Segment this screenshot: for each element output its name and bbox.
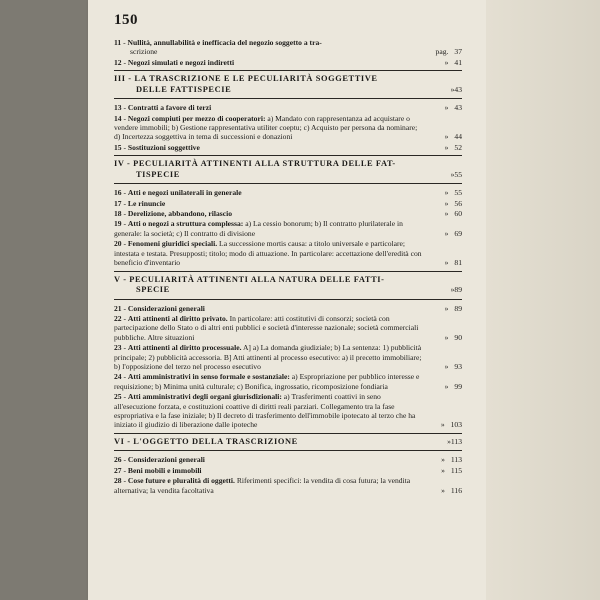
entry-number: 28	[114, 476, 122, 486]
entry-separator: -	[121, 188, 128, 198]
page-value: 56	[454, 198, 462, 208]
entry-number: 15	[114, 142, 122, 152]
toc-entry	[114, 466, 462, 475]
page-prefix: »	[444, 303, 449, 313]
page-prefix: »	[440, 420, 445, 430]
page-reference	[441, 486, 462, 495]
entry-number: 20	[114, 239, 122, 249]
page-prefix: »	[444, 228, 449, 238]
page-reference	[445, 132, 462, 141]
page-prefix: »	[444, 142, 449, 152]
page-prefix: »	[444, 198, 449, 208]
page-prefix: »	[450, 169, 455, 179]
page-value: 52	[454, 142, 462, 152]
page-reference	[445, 188, 462, 197]
toc-entry	[114, 188, 462, 197]
page-prefix: »	[444, 209, 449, 219]
page-value: 113	[450, 455, 462, 465]
toc-entry	[114, 304, 462, 313]
entry-title: PECULIARITÀ ATTINENTI ALLA NATURA DELLE FATTI-	[129, 274, 385, 284]
page-prefix: pag.	[435, 47, 449, 57]
page-value: 55	[454, 188, 462, 198]
page-reference	[445, 362, 462, 371]
page-reference	[445, 304, 462, 313]
entry-number: 26	[114, 455, 122, 465]
page-prefix: »	[444, 132, 449, 142]
table-of-contents	[114, 38, 462, 496]
entry-separator: -	[121, 343, 128, 353]
entry-title: Derelizione, abbandono, rilascio	[127, 209, 232, 219]
toc-entry	[114, 103, 462, 112]
entry-number: 19	[114, 219, 122, 229]
entry-number: 16	[114, 188, 122, 198]
toc-entry	[114, 455, 462, 464]
entry-title: LA TRASCRIZIONE E LE PECULIARITÀ SOGGETTIVE	[134, 74, 378, 84]
page-reference	[445, 382, 462, 391]
entry-separator: -	[121, 392, 128, 402]
page-value: 103	[450, 420, 462, 430]
entry-separator: -	[121, 239, 128, 249]
entry-separator: -	[124, 436, 134, 446]
page-number: 150	[114, 12, 138, 28]
page-margin	[486, 0, 600, 600]
entry-title: Fenomeni giuridici speciali.	[127, 239, 218, 249]
page-reference	[441, 420, 462, 429]
page-prefix: »	[444, 258, 449, 268]
page-prefix: »	[444, 57, 449, 67]
entry-number: 14	[114, 113, 122, 123]
entry-description: a) Espropriazione per pubblico interesse e requisizione; b) Minima unità culturale; c) Bonifica, ingrossatio, ricomposizione fondiaria	[114, 372, 420, 391]
entry-separator: -	[121, 303, 128, 313]
page-prefix: »	[444, 332, 449, 342]
entry-separator: -	[121, 455, 128, 465]
toc-chapter	[114, 271, 462, 300]
page-prefix: »	[450, 84, 455, 94]
page-value: 37	[454, 47, 462, 57]
toc-entry	[114, 114, 462, 142]
entry-description: a) La cessio bonorum; b) Il contratto plurilaterale in generale: la società; c) Il contratto di divisione	[114, 219, 403, 238]
page-reference	[445, 229, 462, 238]
entry-title: Atti o negozi a struttura complessa:	[127, 219, 244, 229]
entry-title-continuation: SPECIE	[136, 285, 170, 294]
entry-title: Considerazioni generali	[127, 455, 205, 465]
entry-number: V	[114, 274, 121, 284]
entry-number: 12	[114, 57, 122, 67]
entry-title: Atti attinenti al diritto processuale.	[127, 343, 242, 353]
page-value: 115	[450, 465, 462, 475]
page-reference	[445, 258, 462, 267]
entry-title: Nullità, annullabilità e inefficacia del negozio soggetto a tra-	[127, 38, 322, 47]
entry-number: 25	[114, 392, 122, 402]
page-value: 60	[454, 209, 462, 219]
page-reference	[445, 58, 462, 67]
entry-number: 22	[114, 313, 122, 323]
page-reference	[445, 143, 462, 152]
entry-separator: -	[121, 219, 128, 229]
entry-title: Sostituzioni soggettive	[127, 142, 200, 152]
entry-description: A] a) La domanda giudiziale; b) La sentenza: 1) pubblicità principale; 2) pubblicità accessoria. B] Atti attinenti al processo esecutivo: a) il precetto immobiliare; b) l'opposizione del terzo nel processo esecutivo	[114, 343, 422, 371]
entry-title: Le rinuncie	[127, 198, 166, 208]
page-value: 69	[454, 228, 462, 238]
entry-separator: -	[121, 142, 128, 152]
entry-description: In particolare: atti costitutivi di consorzi; società con partecipazione dello Stato o di altri enti pubblici e società d'interesse nazionale; società commerciali pubbliche. Altre situazioni	[114, 313, 419, 342]
entry-description: Riferimenti specifici: la vendita di cosa futura; la vendita alternativa; la vendita facoltativa	[114, 476, 411, 495]
toc-entry	[114, 343, 462, 371]
entry-separator: -	[125, 74, 135, 84]
entry-number: 18	[114, 209, 122, 219]
page-value: 43	[454, 103, 462, 113]
entry-separator: -	[121, 372, 128, 382]
entry-separator: -	[121, 476, 128, 486]
toc-entry	[114, 58, 462, 67]
entry-title: Negozi simulati e negozi indiretti	[127, 57, 235, 67]
entry-separator: -	[121, 38, 128, 47]
page-value: 113	[450, 436, 462, 446]
entry-description: a) Trasferimenti coattivi in seno all'esecuzione forzata, e costituzioni coattive di diritti reali parziari. Collegamento tra la fase espropriativa e la fase iniziale; b) Il decreto di trasferimento dell'immobile ipotecato al terzo che ha iniziato il giudizio di liberazione dalle ipoteche	[114, 392, 416, 430]
entry-number: IV	[114, 159, 125, 169]
page-reference	[451, 170, 462, 181]
entry-number: 23	[114, 343, 122, 353]
page-value: 44	[454, 132, 462, 142]
toc-entry	[114, 476, 462, 495]
page-prefix: »	[447, 436, 451, 446]
page-reference	[445, 333, 462, 342]
entry-title: Negozi compiuti per mezzo di cooperatori:	[127, 113, 266, 123]
toc-entry	[114, 392, 462, 430]
page-value: 55	[454, 169, 462, 179]
entry-title-continuation: scrizione	[130, 47, 158, 57]
toc-entry	[114, 199, 462, 208]
entry-title: L'OGGETTO DELLA TRASCRIZIONE	[133, 436, 298, 446]
entry-title: Atti amministrativi in senso formale e sostanziale:	[127, 372, 290, 382]
entry-separator: -	[121, 313, 128, 323]
toc-entry	[114, 219, 462, 238]
page-value: 89	[454, 285, 462, 294]
toc-chapter	[114, 70, 462, 99]
entry-number: 17	[114, 198, 122, 208]
entry-title: Cose future e pluralità di oggetti.	[127, 476, 235, 486]
page-reference	[441, 466, 462, 475]
entry-separator: -	[121, 103, 128, 113]
page-value: 81	[454, 258, 462, 268]
page-prefix: »	[441, 485, 445, 495]
page-prefix: »	[444, 381, 449, 391]
page-value: 93	[454, 361, 462, 371]
entry-title: Beni mobili e immobili	[127, 465, 202, 475]
page-prefix: »	[444, 361, 449, 371]
entry-separator: -	[121, 57, 128, 67]
entry-title: PECULIARITÀ ATTINENTI ALLA STRUTTURA DELLE FAT-	[133, 159, 396, 169]
entry-title: Considerazioni generali	[127, 303, 205, 313]
entry-number: III	[114, 74, 126, 84]
entry-title-continuation: DELLE FATTISPECIE	[136, 84, 232, 94]
page-value: 99	[454, 381, 462, 391]
page-value: 89	[454, 303, 462, 313]
page-reference	[451, 285, 462, 296]
toc-entry	[114, 143, 462, 152]
page-reference	[447, 437, 462, 448]
page-reference	[445, 199, 462, 208]
toc-entry	[114, 209, 462, 218]
page-prefix: »	[441, 465, 445, 475]
entry-separator: -	[121, 465, 128, 475]
entry-title-continuation: TISPECIE	[136, 169, 180, 179]
entry-number: 24	[114, 372, 122, 382]
toc-chapter	[114, 433, 462, 452]
entry-number: VI	[114, 436, 125, 446]
toc-entry	[114, 38, 462, 57]
page-value: 43	[454, 84, 462, 94]
entry-number: 11	[114, 38, 122, 47]
entry-number: 27	[114, 465, 122, 475]
page-prefix: »	[441, 455, 445, 465]
page-prefix: »	[444, 103, 449, 113]
toc-entry	[114, 314, 462, 342]
page-value: 41	[454, 57, 462, 67]
page-value: 116	[450, 485, 462, 495]
entry-separator: -	[120, 274, 130, 284]
entry-title: Atti attinenti al diritto privato.	[127, 313, 228, 323]
page-prefix: »	[444, 188, 449, 198]
entry-separator: -	[121, 198, 128, 208]
page-prefix: »	[450, 285, 455, 294]
entry-title: Contratti a favore di terzi	[127, 103, 212, 113]
entry-description: a) Mandato con rappresentanza ad acquistare o vendere immobili; b) Gestione rappresentativa utiliter coeptu; c) Acquisto per persona da nominare; d) Incertezza soggettiva in tema di successioni e donazioni	[114, 113, 418, 142]
entry-description: La successione mortis causa: a titolo universale e particolare; intestata e testata. Presupposti; titolo; modo di attuazione. In particolare: accettazione dell'eredità con beneficio d'inventario	[114, 239, 422, 268]
entry-separator: -	[124, 159, 134, 169]
toc-entry	[114, 239, 462, 267]
entry-separator: -	[121, 113, 128, 123]
entry-number: 21	[114, 303, 122, 313]
toc-chapter	[114, 155, 462, 184]
page-reference	[451, 85, 462, 96]
page-reference	[441, 455, 462, 464]
entry-title: Atti e negozi unilaterali in generale	[127, 188, 242, 198]
entry-number: 13	[114, 103, 122, 113]
toc-entry	[114, 372, 462, 391]
page-reference	[445, 103, 462, 112]
entry-title: Atti amministrativi degli organi giurisdizionali:	[127, 392, 282, 402]
page-value: 90	[454, 332, 462, 342]
page-reference	[436, 47, 462, 56]
page-reference	[445, 209, 462, 218]
entry-separator: -	[121, 209, 128, 219]
